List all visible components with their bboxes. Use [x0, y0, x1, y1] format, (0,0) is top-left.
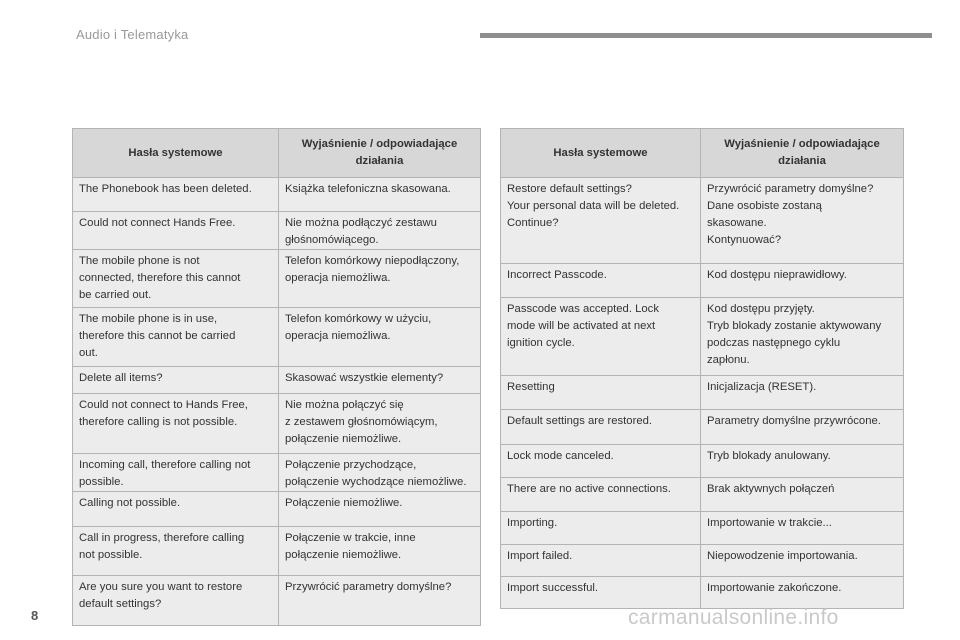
table-row	[73, 367, 481, 394]
system-message-cell: The Phonebook has been deleted.	[73, 178, 279, 212]
section-title: Audio i Telematyka	[76, 27, 189, 42]
system-message-cell: The mobile phone is in use, therefore this cannot be carried out.	[73, 308, 279, 367]
system-message-cell: Incorrect Passcode.	[501, 264, 701, 298]
column-header-messages: Hasła systemowe	[73, 129, 279, 178]
table-row	[73, 250, 481, 308]
system-message-cell: There are no active connections.	[501, 478, 701, 512]
explanation-cell: Książka telefoniczna skasowana.	[279, 178, 481, 212]
explanation-cell: Kod dostępu przyjęty. Tryb blokady zostanie aktywowany podczas następnego cyklu zapłonu.	[701, 298, 904, 376]
explanation-cell: Połączenie niemożliwe.	[279, 492, 481, 527]
column-header-explanation: Wyjaśnienie / odpowiadające działania	[279, 129, 481, 178]
system-message-cell: Importing.	[501, 512, 701, 545]
explanation-cell: Telefon komórkowy w użyciu, operacja niemożliwa.	[279, 308, 481, 367]
explanation-cell: Przywrócić parametry domyślne?	[279, 576, 481, 626]
watermark: carmanualsonline.info	[628, 606, 839, 629]
explanation-cell: Skasować wszystkie elementy?	[279, 367, 481, 394]
explanation-cell: Przywrócić parametry domyślne? Dane osobiste zostaną skasowane. Kontynuować?	[701, 178, 904, 264]
table-row	[501, 478, 904, 512]
system-messages-table-right	[500, 128, 904, 609]
table-row	[73, 527, 481, 576]
explanation-cell: Nie można podłączyć zestawu głośnomówiącego.	[279, 212, 481, 250]
system-message-cell: Resetting	[501, 376, 701, 410]
system-message-cell: Could not connect to Hands Free, therefore calling is not possible.	[73, 394, 279, 454]
explanation-cell: Brak aktywnych połączeń	[701, 478, 904, 512]
table-row	[73, 576, 481, 626]
system-message-cell: Import successful.	[501, 577, 701, 609]
system-message-cell: Are you sure you want to restore default settings?	[73, 576, 279, 626]
header-bar	[480, 33, 932, 38]
table-header-row	[73, 129, 481, 178]
explanation-cell: Niepowodzenie importowania.	[701, 545, 904, 577]
explanation-cell: Kod dostępu nieprawidłowy.	[701, 264, 904, 298]
explanation-cell: Tryb blokady anulowany.	[701, 445, 904, 478]
system-message-cell: Calling not possible.	[73, 492, 279, 527]
system-message-cell: Could not connect Hands Free.	[73, 212, 279, 250]
table-row	[73, 308, 481, 367]
table-row	[501, 264, 904, 298]
system-message-cell: Restore default settings? Your personal data will be deleted. Continue?	[501, 178, 701, 264]
system-message-cell: Import failed.	[501, 545, 701, 577]
system-message-cell: The mobile phone is not connected, therefore this cannot be carried out.	[73, 250, 279, 308]
table-row	[501, 545, 904, 577]
explanation-cell: Połączenie przychodzące, połączenie wychodzące niemożliwe.	[279, 454, 481, 492]
explanation-cell: Importowanie zakończone.	[701, 577, 904, 609]
explanation-cell: Parametry domyślne przywrócone.	[701, 410, 904, 445]
table-row	[501, 445, 904, 478]
system-message-cell: Incoming call, therefore calling not possible.	[73, 454, 279, 492]
system-message-cell: Default settings are restored.	[501, 410, 701, 445]
explanation-cell: Telefon komórkowy niepodłączony, operacja niemożliwa.	[279, 250, 481, 308]
table-row	[501, 376, 904, 410]
explanation-cell: Inicjalizacja (RESET).	[701, 376, 904, 410]
table-row	[501, 512, 904, 545]
table-row	[73, 394, 481, 454]
column-header-messages: Hasła systemowe	[501, 129, 701, 178]
table-row	[73, 212, 481, 250]
system-message-cell: Lock mode canceled.	[501, 445, 701, 478]
system-message-cell: Delete all items?	[73, 367, 279, 394]
table-row	[501, 410, 904, 445]
system-message-cell: Passcode was accepted. Lock mode will be activated at next ignition cycle.	[501, 298, 701, 376]
table-row	[73, 454, 481, 492]
table-row	[501, 577, 904, 609]
system-message-cell: Call in progress, therefore calling not possible.	[73, 527, 279, 576]
table-row	[73, 178, 481, 212]
table-header-row	[501, 129, 904, 178]
explanation-cell: Połączenie w trakcie, inne połączenie niemożliwe.	[279, 527, 481, 576]
system-messages-table-left	[72, 128, 481, 626]
explanation-cell: Importowanie w trakcie...	[701, 512, 904, 545]
table-row	[501, 298, 904, 376]
table-row	[73, 492, 481, 527]
table-row	[501, 178, 904, 264]
column-header-explanation: Wyjaśnienie / odpowiadające działania	[701, 129, 904, 178]
page-number: 8	[31, 608, 39, 623]
explanation-cell: Nie można połączyć się z zestawem głośnomówiącym, połączenie niemożliwe.	[279, 394, 481, 454]
